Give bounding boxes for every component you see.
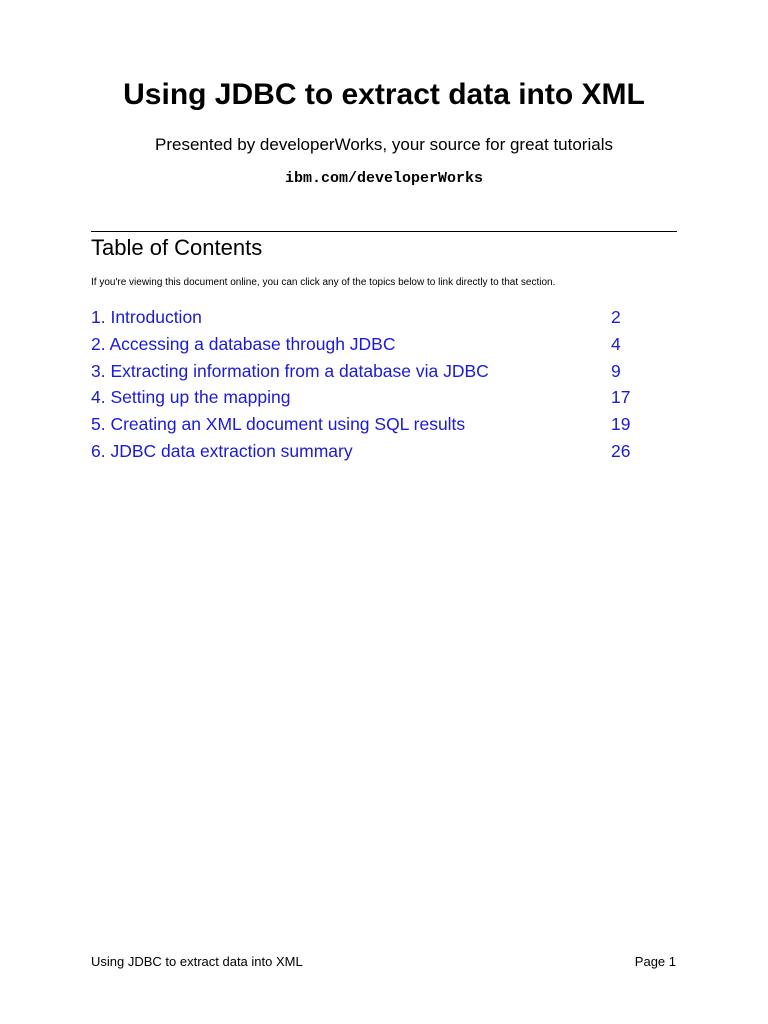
toc-link-extracting-information[interactable]: [91, 359, 641, 386]
toc-item-page: 2: [611, 307, 621, 327]
footer-doc-title: Using JDBC to extract data into XML: [91, 954, 303, 969]
toc-heading: Table of Contents: [91, 235, 263, 260]
toc-item-page: 9: [611, 360, 621, 381]
toc-link-introduction[interactable]: [91, 305, 641, 332]
site-url: ibm.com/developerWorks: [284, 170, 484, 187]
toc-link-accessing-database[interactable]: [91, 332, 641, 359]
footer-page-number: Page 1: [634, 954, 676, 969]
toc-item-page: 4: [611, 333, 621, 354]
toc-link-creating-xml[interactable]: [91, 412, 641, 439]
toc-item-label: 4. Setting up the mapping: [91, 387, 291, 408]
section-divider: [91, 231, 677, 232]
toc-item-label: 3. Extracting information from a database via JDBC: [91, 360, 489, 381]
toc-item-page: 19: [611, 414, 631, 435]
document-subtitle: Presented by developerWorks, your source for great tutorials: [155, 135, 613, 154]
toc-link-setting-up-mapping[interactable]: [91, 385, 641, 412]
toc-link-summary[interactable]: [91, 439, 641, 466]
toc-item-label: 1. Introduction: [91, 307, 202, 327]
toc-item-page: 17: [611, 387, 631, 408]
toc-list: [91, 305, 641, 466]
toc-note: If you're viewing this document online, you can click any of the topics below to link directly to that section.: [91, 277, 556, 288]
toc-item-label: 6. JDBC data extraction summary: [91, 440, 353, 461]
toc-item-page: 26: [611, 440, 631, 461]
document-title: Using JDBC to extract data into XML: [123, 78, 645, 111]
toc-item-label: 5. Creating an XML document using SQL results: [91, 414, 466, 435]
toc-item-label: 2. Accessing a database through JDBC: [91, 333, 396, 354]
